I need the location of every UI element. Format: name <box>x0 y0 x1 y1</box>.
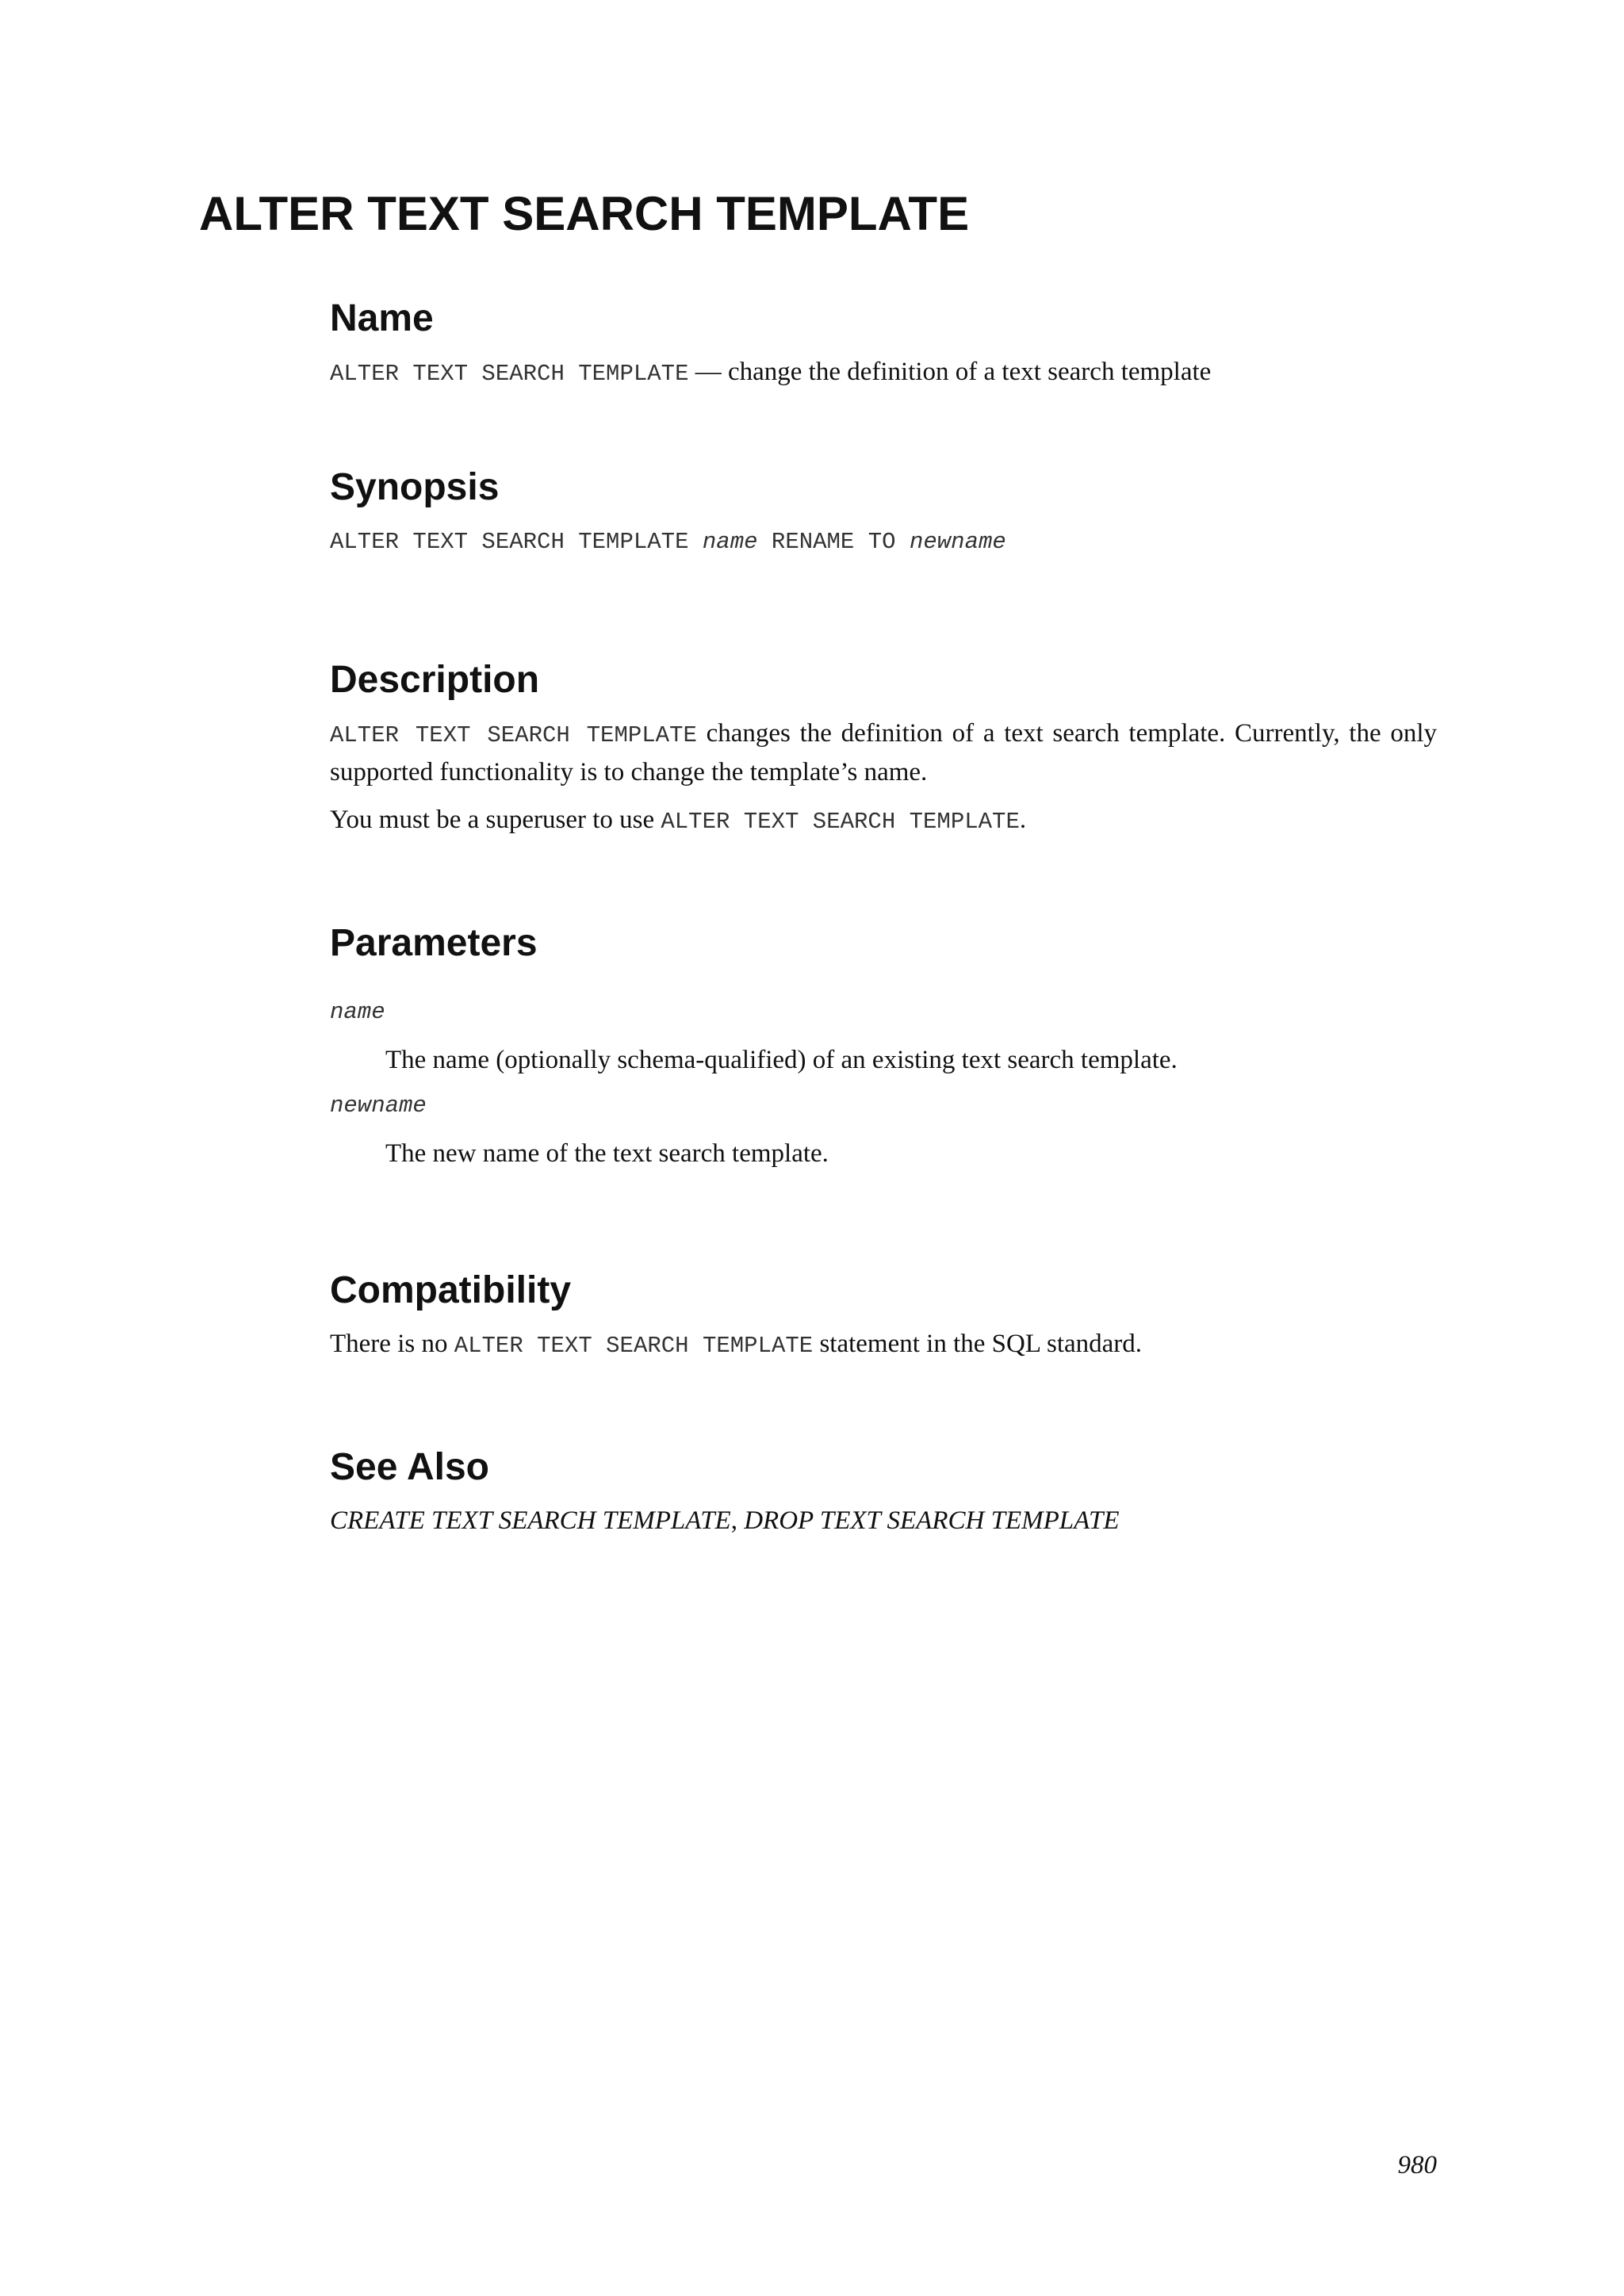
description-text-1: changes the definition of a text search template. Currently, the only supported functionality is to change the template’s name. <box>330 719 1437 786</box>
see-also-link-drop[interactable]: DROP TEXT SEARCH TEMPLATE <box>744 1506 1120 1535</box>
see-also-links <box>330 1502 1437 1539</box>
parameter-term: newname <box>330 1093 427 1119</box>
description-text-2a: You must be a superuser to use <box>330 806 661 834</box>
parameter-definition: The new name of the text search template. <box>385 1139 829 1168</box>
page-title: ALTER TEXT SEARCH TEMPLATE <box>199 187 970 240</box>
compatibility-text <box>330 1326 1437 1364</box>
synopsis-arg-newname: newname <box>909 529 1006 555</box>
name-section <box>330 295 1437 392</box>
synopsis-arg-name: name <box>702 529 758 555</box>
description-command-2: ALTER TEXT SEARCH TEMPLATE <box>661 809 1020 835</box>
description-heading: Description <box>330 659 540 701</box>
compatibility-section <box>330 1267 1437 1364</box>
see-also-separator: , <box>730 1506 745 1535</box>
compatibility-text-before: There is no <box>330 1330 454 1358</box>
see-also-link-create[interactable]: CREATE TEXT SEARCH TEMPLATE <box>330 1506 731 1535</box>
synopsis-middle: RENAME TO <box>757 529 910 555</box>
parameter-definition: The name (optionally schema-qualified) of an existing text search template. <box>385 1046 1178 1074</box>
description-text-2b: . <box>1019 806 1027 834</box>
synopsis-heading: Synopsis <box>330 466 500 508</box>
description-paragraph-2 <box>330 802 1437 840</box>
description-command-1: ALTER TEXT SEARCH TEMPLATE <box>330 722 697 748</box>
parameter-list <box>330 994 1437 1172</box>
compatibility-heading: Compatibility <box>330 1269 572 1311</box>
parameter-term: name <box>330 999 385 1025</box>
name-purpose: — change the definition of a text search template <box>688 358 1212 386</box>
description-section <box>330 656 1437 840</box>
page-number: 980 <box>1397 2151 1437 2179</box>
synopsis-section <box>330 464 1437 561</box>
see-also-section <box>330 1444 1437 1539</box>
synopsis-code <box>330 524 1437 561</box>
see-also-heading: See Also <box>330 1446 489 1488</box>
description-paragraph-1 <box>330 715 1437 790</box>
name-heading: Name <box>330 297 434 339</box>
parameters-heading: Parameters <box>330 922 538 964</box>
name-command: ALTER TEXT SEARCH TEMPLATE <box>330 361 689 387</box>
compatibility-text-after: statement in the SQL standard. <box>813 1330 1143 1358</box>
parameters-section <box>330 920 1437 1172</box>
name-description <box>330 354 1437 392</box>
compatibility-command: ALTER TEXT SEARCH TEMPLATE <box>454 1333 814 1359</box>
synopsis-prefix: ALTER TEXT SEARCH TEMPLATE <box>330 529 703 555</box>
